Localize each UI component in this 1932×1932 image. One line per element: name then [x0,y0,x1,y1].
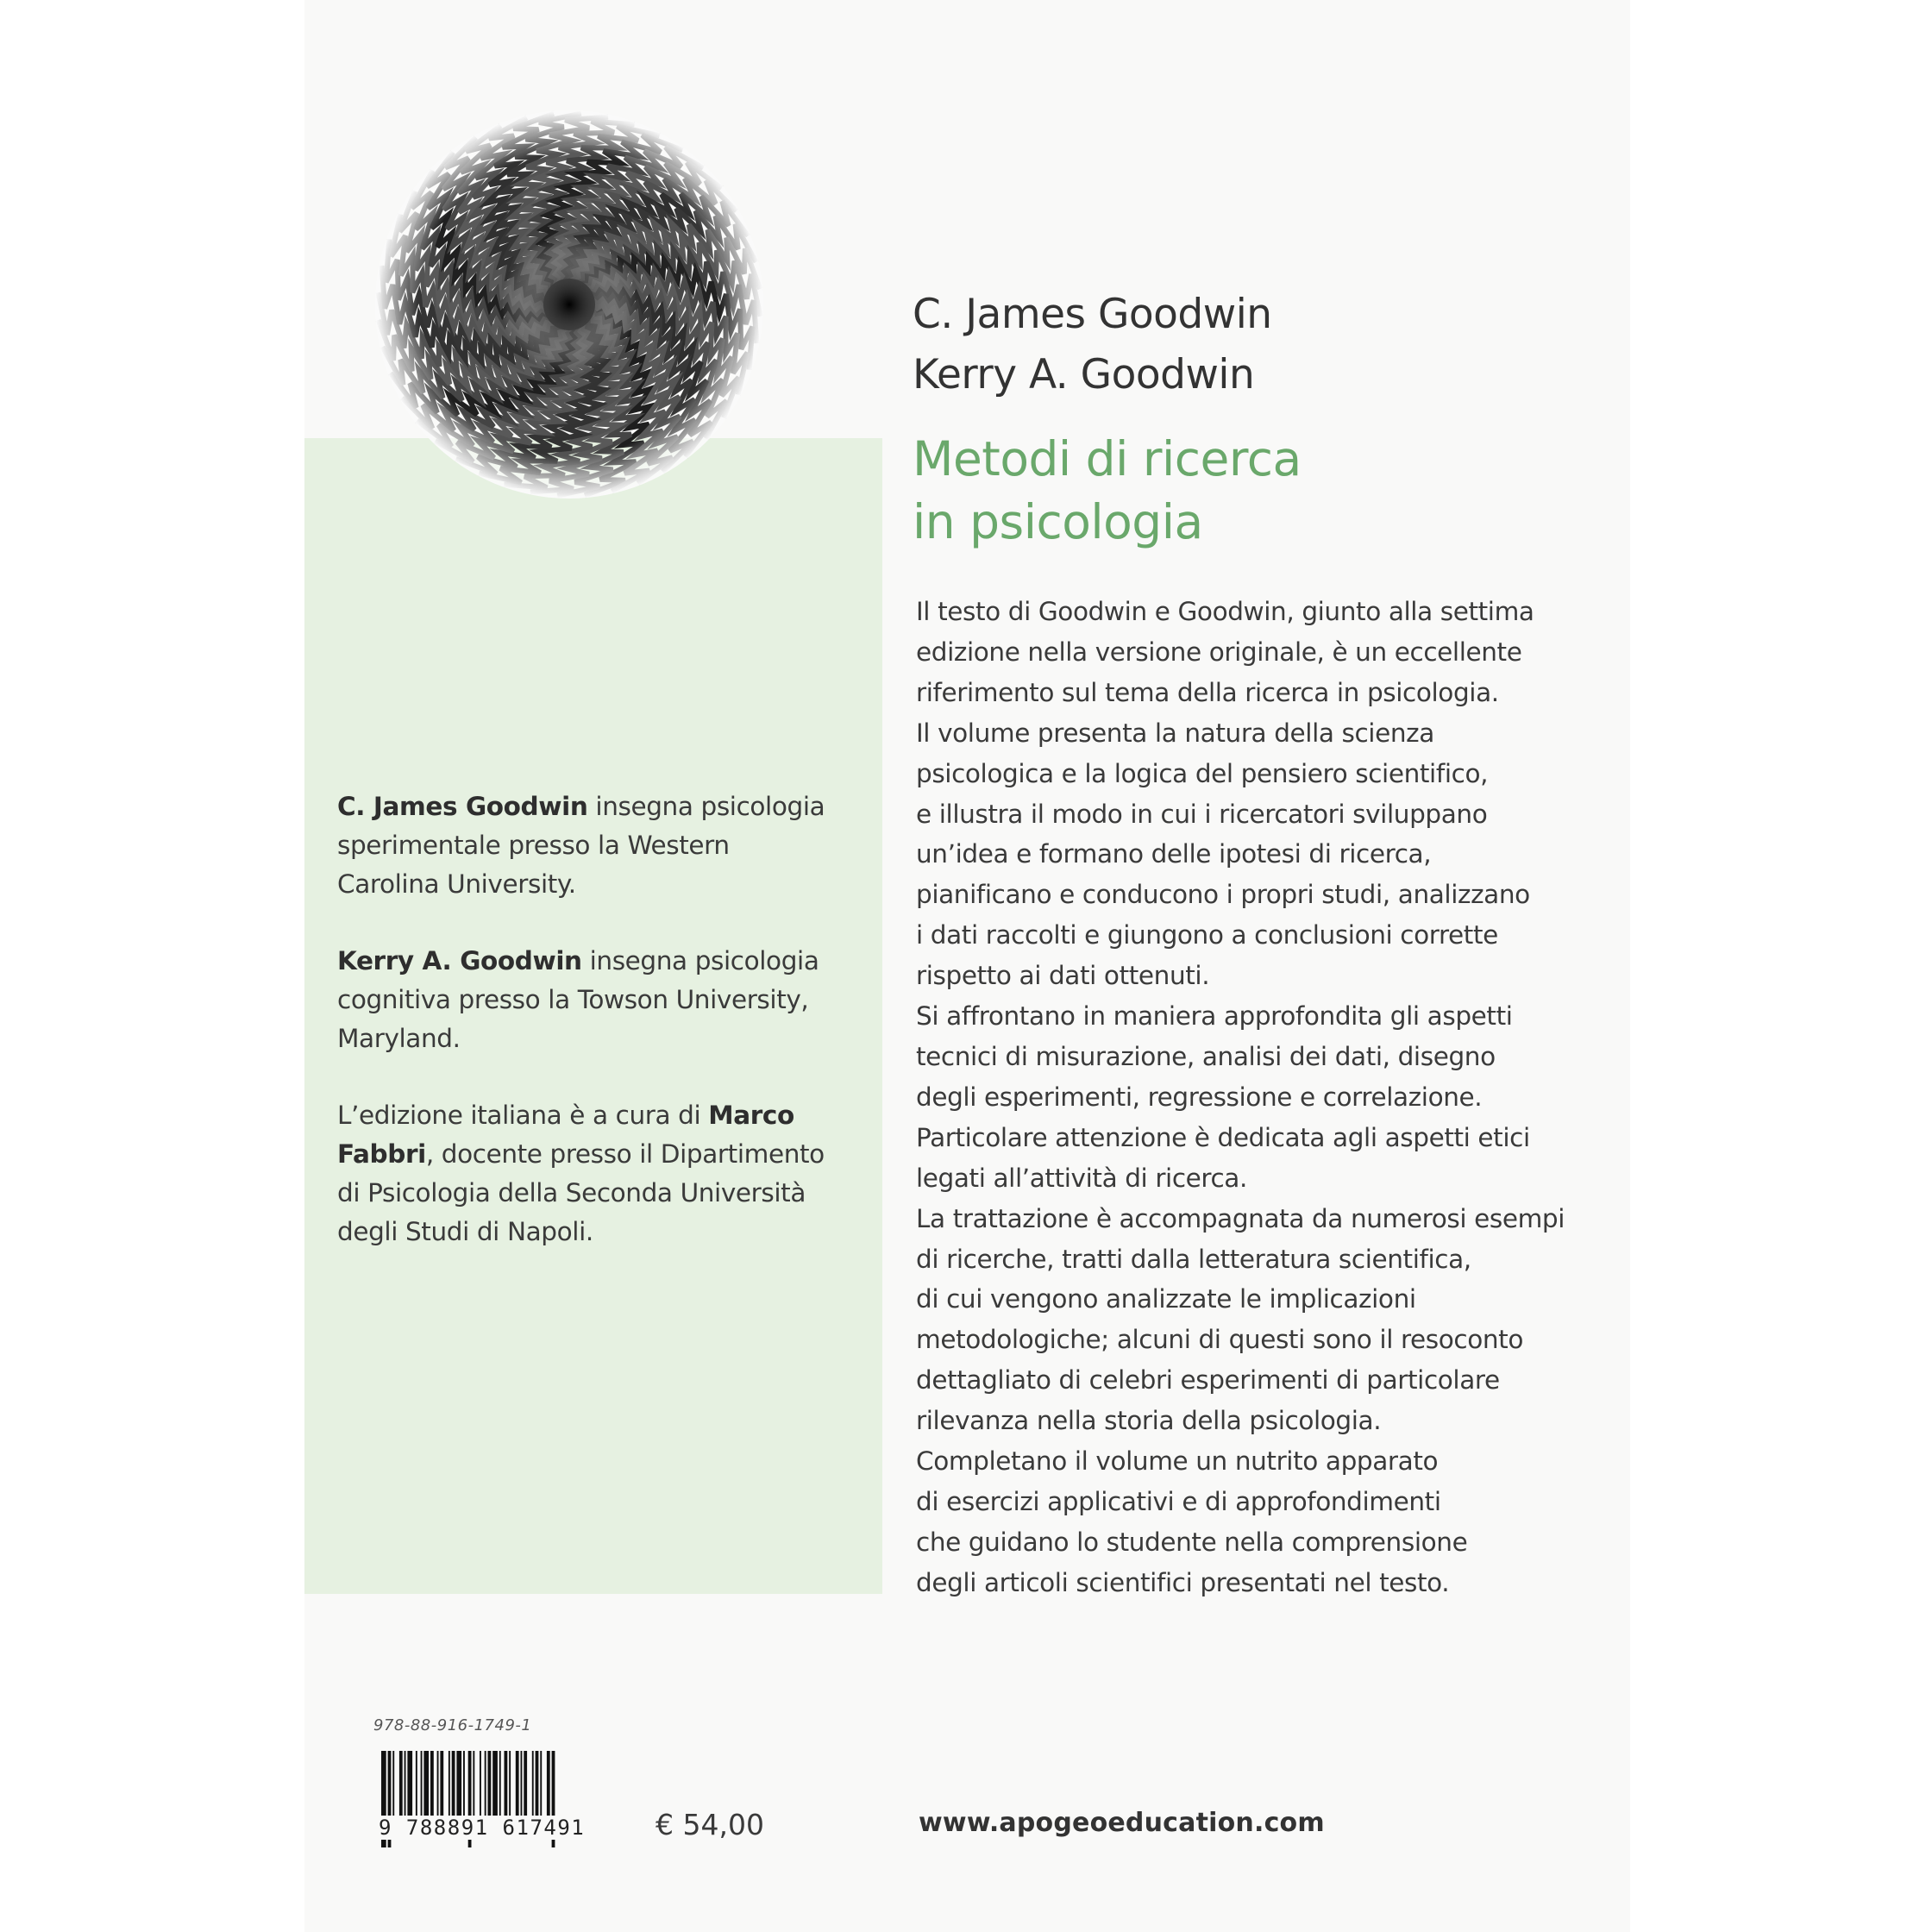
bio-text: Maryland. [337,1024,461,1053]
description-line: e illustra il modo in cui i ricercatori sviluppano [916,799,1488,829]
editor-bio [337,1096,855,1251]
description-line: Particolare attenzione è dedicata agli aspetti etici [916,1122,1530,1152]
isbn-number: 978-88-916-1749-1 [373,1716,532,1734]
description-line: rilevanza nella storia della psicologia. [916,1406,1382,1436]
description-line: La trattazione è accompagnata da numerosi esempi [916,1203,1565,1233]
price: € 54,00 [656,1808,764,1841]
description-line: di ricerche, tratti dalla letteratura scientifica, [916,1244,1471,1274]
book-title [913,428,1302,554]
description-line: Si affrontano in maniera approfondita gli aspetti [916,1001,1513,1032]
bio-text: L’edizione italiana è a cura di [337,1101,709,1130]
description-line: edizione nella versione originale, è un eccellente [916,637,1522,667]
author-bios [337,787,855,1289]
bio-text: , docente presso il Dipartimento [425,1139,825,1169]
barcode-digits: 9 788891 617491 [379,1816,586,1840]
book-description [916,592,1571,1603]
description-line: che guidano lo studente nella comprensione [916,1527,1468,1557]
description-line: rispetto ai dati ottenuti. [916,961,1210,991]
description-line: riferimento sul tema della ricerca in psicologia. [916,677,1499,707]
author-name: C. James Goodwin [913,291,1272,338]
description-line: di cui vengono analizzate le implicazioni [916,1284,1416,1314]
description-line: degli esperimenti, regressione e correlazione. [916,1082,1483,1112]
description-line: metodologiche; alcuni di questi sono il resoconto [916,1325,1524,1355]
description-line: tecnici di misurazione, analisi dei dati, disegno [916,1041,1496,1071]
author-names [913,285,1272,405]
bio-text: insegna psicologia [581,946,819,975]
spiral-illusion-graphic [375,110,763,499]
bio-text: Carolina University. [337,869,576,899]
bio-author-name: Kerry A. Goodwin [337,946,582,975]
description-line: Il testo di Goodwin e Goodwin, giunto alla settima [916,597,1534,626]
book-title-line: in psicologia [913,494,1203,549]
bio-text: cognitiva presso la Towson University, [337,985,809,1014]
bio-editor-name: Marco [708,1101,794,1130]
author-name: Kerry A. Goodwin [913,351,1255,398]
author-bio-2 [337,942,855,1058]
spiral-illusion-svg [375,110,763,499]
description-line: Il volume presenta la natura della scienza [916,718,1434,748]
description-line: legati all’attività di ricerca. [916,1163,1247,1193]
bio-text: sperimentale presso la Western [337,831,730,860]
bio-author-name: C. James Goodwin [337,792,588,821]
bio-text: insegna psicologia [587,792,825,821]
bio-editor-name: Fabbri [337,1139,426,1169]
publisher-website: www.apogeoeducation.com [919,1808,1325,1838]
description-line: Completano il volume un nutrito apparato [916,1446,1439,1477]
description-line: psicologica e la logica del pensiero scientifico, [916,758,1489,788]
description-line: dettagliato di celebri esperimenti di particolare [916,1365,1500,1396]
description-line: un’idea e formano delle ipotesi di ricerca, [916,839,1432,869]
description-line: degli articoli scientifici presentati nel testo. [916,1567,1450,1597]
bio-text: degli Studi di Napoli. [337,1217,593,1246]
bio-text: di Psicologia della Seconda Università [337,1178,806,1208]
description-line: i dati raccolti e giungono a conclusioni corrette [916,920,1498,950]
author-bio-1 [337,787,855,904]
spiral-fade [375,110,763,499]
book-title-line: Metodi di ricerca [913,431,1302,486]
description-line: pianificano e conducono i propri studi, analizzano [916,880,1530,910]
description-line: di esercizi applicativi e di approfondimenti [916,1486,1441,1516]
